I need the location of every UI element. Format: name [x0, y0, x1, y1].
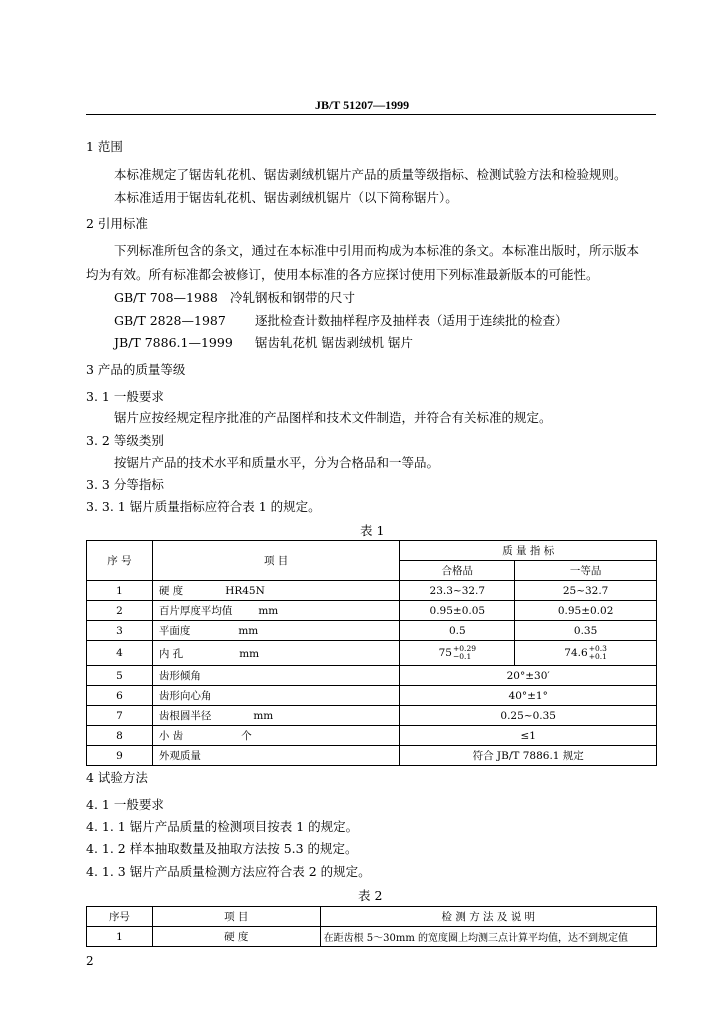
section-4-1-2: 4. 1. 2 样本抽取数量及抽取方法按 5.3 的规定。: [86, 841, 358, 856]
ref-name: 冷轧钢板和钢带的尺寸: [230, 290, 356, 305]
item-label: 齿根圆半径: [158, 710, 212, 722]
section-3-1-title: 3. 1 一般要求: [86, 389, 164, 404]
tol-upper: +0.29: [453, 644, 476, 653]
table-row: [87, 641, 657, 666]
row-item: 齿形倾角: [152, 666, 400, 686]
table2-header-no: 序号: [87, 907, 153, 927]
item-label: 内 孔: [158, 647, 184, 660]
row-first: [515, 641, 657, 666]
ref-name: 逐批检查计数抽样程序及抽样表（适用于连续批的检查）: [255, 313, 568, 328]
s32-paragraph: 按锯片产品的技术水平和质量水平，分为合格品和一等品。: [114, 455, 440, 470]
tol-base: 75: [438, 647, 452, 659]
table2-header-item: 项 目: [152, 907, 320, 927]
table-row: [87, 601, 657, 621]
table1-header-no: 序 号: [87, 541, 153, 581]
item-label: 百片厚度平均值: [158, 605, 233, 617]
s31-paragraph: 锯片应按经规定程序批准的产品图样和技术文件制造，并符合有关标准的规定。: [114, 410, 552, 425]
ref-name: 锯齿轧花机 锯齿剥绒机 锯片: [255, 335, 413, 350]
row-pass: 0.5: [400, 621, 515, 641]
row-item: [152, 706, 400, 726]
row-value: 0.25~0.35: [400, 706, 657, 726]
row-first: 0.35: [515, 621, 657, 641]
row-item: [152, 601, 400, 621]
tol-upper: +0.3: [588, 644, 607, 653]
row-item: [152, 726, 400, 746]
header-rule: [86, 114, 656, 115]
row-item: [152, 621, 400, 641]
table-row: [87, 621, 657, 641]
section-2-title: 2 引用标准: [86, 216, 148, 231]
section-4-title: 4 试验方法: [86, 770, 148, 785]
item-unit: mm: [239, 647, 260, 660]
item-unit: mm: [253, 710, 274, 722]
table-1-caption: 表 1: [360, 523, 385, 538]
item-unit: mm: [238, 625, 259, 637]
table-row: [87, 666, 657, 686]
item-unit: 个: [241, 730, 252, 742]
section-4-1-3: 4. 1. 3 锯片产品质量检测方法应符合表 2 的规定。: [86, 864, 371, 879]
section-4-1-1: 4. 1. 1 锯片产品质量的检测项目按表 1 的规定。: [86, 819, 359, 834]
page-number: 2: [86, 954, 94, 968]
tol-lower: +0.1: [588, 652, 607, 661]
s1-paragraph-1: 本标准规定了锯齿轧花机、锯齿剥绒机锯片产品的质量等级指标、检测试验方法和检验规则。: [114, 167, 627, 182]
row-item: [152, 641, 400, 666]
section-3-title: 3 产品的质量等级: [86, 362, 186, 377]
row-no: 7: [87, 706, 153, 726]
row-value: 20°±30′: [400, 666, 657, 686]
row-no: 4: [87, 641, 153, 666]
s2-paragraph-line-2: 均为有效。所有标准都会被修订，使用本标准的各方应探讨使用下列标准最新版本的可能性。: [86, 267, 599, 282]
table-row: [87, 927, 657, 947]
row-item: 硬 度: [152, 927, 320, 947]
table-row: [87, 726, 657, 746]
row-item: [152, 581, 400, 601]
row-value: 40°±1°: [400, 686, 657, 706]
item-label: 硬 度: [158, 585, 184, 597]
row-no: 6: [87, 686, 153, 706]
row-pass: 23.3~32.7: [400, 581, 515, 601]
ref-code: JB/T 7886.1—1999: [114, 335, 233, 350]
item-label: 小 齿: [158, 730, 184, 742]
row-no: 1: [87, 581, 153, 601]
s2-paragraph-line-1: 下列标准所包含的条文，通过在本标准中引用而构成为本标准的条文。本标准出版时，所示版本: [114, 243, 640, 258]
section-3-2-title: 3. 2 等级类别: [86, 433, 164, 448]
row-method: 在距齿根 5～30mm 的宽度圈上均测三点计算平均值，达不到规定值: [320, 927, 656, 947]
row-no: 9: [87, 746, 153, 766]
row-item: 齿形向心角: [152, 686, 400, 706]
table2-header-method: 检 测 方 法 及 说 明: [320, 907, 656, 927]
row-no: 8: [87, 726, 153, 746]
row-pass: 0.95±0.05: [400, 601, 515, 621]
table-1: [86, 540, 657, 766]
row-pass: [400, 641, 515, 666]
item-unit: mm: [258, 605, 279, 617]
page-header: JB/T 51207—1999: [314, 98, 410, 112]
section-1-title: 1 范围: [86, 139, 123, 154]
table1-header-first: 一等品: [515, 561, 657, 581]
table-row: [87, 581, 657, 601]
ref-code: GB/T 708—1988: [114, 290, 218, 305]
row-no: 1: [87, 927, 153, 947]
table-row: [87, 746, 657, 766]
row-value: 符合 JB/T 7886.1 规定: [400, 746, 657, 766]
section-3-3-title: 3. 3 分等指标: [86, 477, 164, 492]
table-2-caption: 表 2: [358, 888, 383, 903]
s1-paragraph-2: 本标准适用于锯齿轧花机、锯齿剥绒机锯片（以下简称锯片）。: [114, 190, 458, 205]
item-unit: HR45N: [225, 585, 265, 597]
row-no: 3: [87, 621, 153, 641]
row-item: 外观质量: [152, 746, 400, 766]
tol-lower: −0.1: [453, 652, 472, 661]
row-value: ≤1: [400, 726, 657, 746]
table1-header-item: 项 目: [152, 541, 400, 581]
section-4-1-title: 4. 1 一般要求: [86, 797, 164, 812]
row-no: 5: [87, 666, 153, 686]
ref-code: GB/T 2828—1987: [114, 313, 226, 328]
table-row: [87, 706, 657, 726]
table1-header-pass: 合格品: [400, 561, 515, 581]
item-label: 平面度: [158, 625, 191, 637]
tol-base: 74.6: [564, 647, 588, 659]
row-first: 0.95±0.02: [515, 601, 657, 621]
table1-header-quality: 质 量 指 标: [400, 541, 657, 561]
row-first: 25~32.7: [515, 581, 657, 601]
table-row: [87, 686, 657, 706]
table-2: [86, 906, 657, 947]
row-no: 2: [87, 601, 153, 621]
section-3-3-1-title: 3. 3. 1 锯片质量指标应符合表 1 的规定。: [86, 499, 321, 514]
